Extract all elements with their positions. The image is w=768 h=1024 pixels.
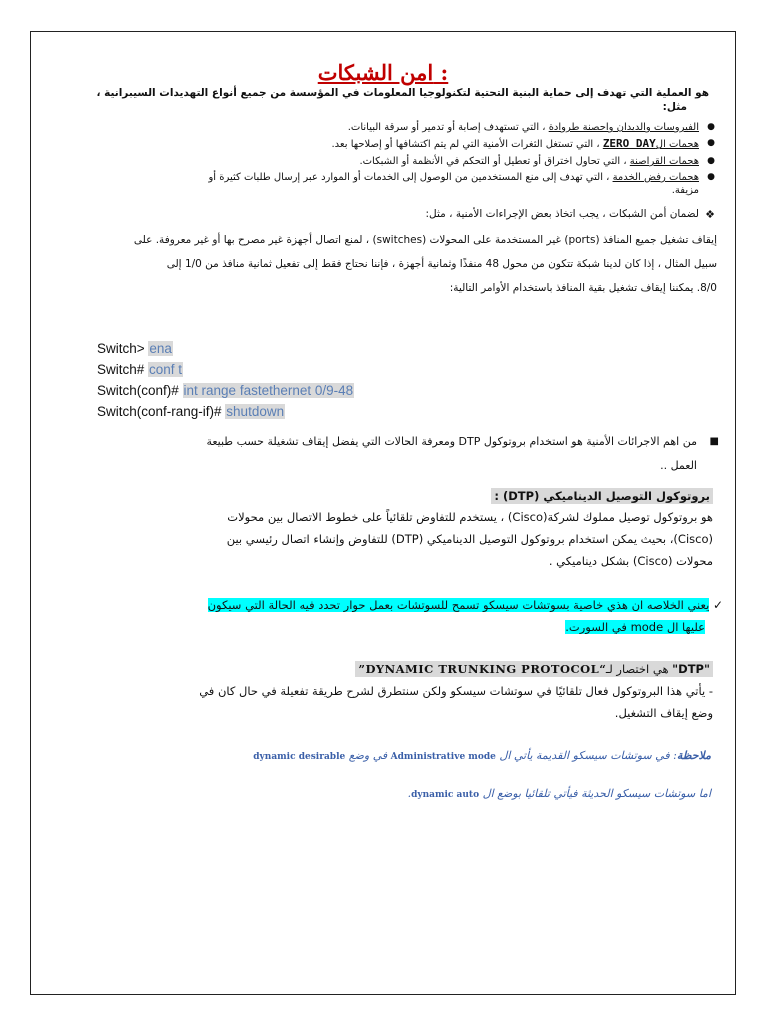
threat-item: ● الفيروسات والديدان واحصنة طروادة ، التي تستهدف إصابة أو تدمير أو سرقة البيانات. <box>347 122 715 133</box>
bullet-dot-icon: ● <box>707 138 715 148</box>
dtp-heading: بروتوكول التوصيل الديناميكي (DTP) : <box>53 485 713 507</box>
auto-note: - يأتي هذا البروتوكول فعال تلقائيًا في سوتشات سيسكو ولكن سنتطرق لشرح طريقة تفعيلة في حال كان في وضع إيقاف التشغيل. <box>199 684 713 720</box>
document-page <box>30 31 736 995</box>
measures-intro: ❖ لضمان أمن الشبكات ، يجب اتخاذ بعض الإجراءات الأمنية ، مثل: <box>425 208 715 221</box>
command-line: Switch(conf-rang-if)# shutdown <box>97 404 285 419</box>
intro-paragraph: هو العملية التي تهدف إلى حماية البنية التحتية لتكنولوجيا المعلومات في المؤسسة من جميع أنواع التهديدات السيبرانية ، مثل: <box>96 87 709 113</box>
handwritten-note-2: اما سوتشات سيسكو الحديثة فيأتي تلقائيا بوضع ال dynamic auto. <box>407 787 711 800</box>
ports-paragraph: إيقاف تشغيل جميع المنافذ (ports) غير المستخدمة على المحولات (switches) ، لمنع اتصال أجهزة غير مصرح بها أو غير معروفة. على سبيل المثال ، إذا كان لدينا شبكة تتكون من محول 48 منفذًا وثمانية أجهزة ، فإننا نحتاج فقط إلى تفعيل ثمانية منافذ من 1/0 إلى 8/0. يمكننا إيقاف تشغيل بقية المنافذ باستخدام الأوامر التالية: <box>133 234 717 294</box>
diamond-bullet-icon: ❖ <box>705 208 715 221</box>
bullet-dot-icon: ● <box>707 172 715 182</box>
dtp-bullet: ■ من اهم الاجرائات الأمنية هو استخدام بروتوكول DTP ومعرفة الحالات التي يفضل إيقاف تشغيلة حسب طبيعة العمل .. <box>53 430 713 478</box>
page-title: امن الشبكات : <box>317 60 449 85</box>
threat-item: ● هجمات الZERO DAY ، التي تستغل الثغرات الأمنية التي لم يتم اكتشافها أو إصلاحها بعد. <box>331 137 715 150</box>
dtp-description: هو بروتوكول توصيل مملوك لشركة(Cisco) ، يستخدم للتفاوض تلقائياً على خطوط الاتصال بين محولات (Cisco)، بحيث يمكن استخدام بروتوكول التوصيل الديناميكي (DTP) للتفاوض وإنشاء اتصال رئيسي بين محولات (Cisco) بشكل ديناميكي . <box>226 510 713 568</box>
threat-item: ● هجمات القراصنة ، التي تحاول اختراق أو تعطيل أو التحكم في الأنظمة أو الشبكات. <box>359 156 715 167</box>
command-line: Switch> ena <box>97 341 172 356</box>
bullet-dot-icon: ● <box>707 156 715 166</box>
checkmark-icon: ✓ <box>712 598 723 612</box>
square-bullet-icon: ■ <box>709 436 719 447</box>
command-block <box>97 338 354 422</box>
summary-note: ✓ يعني الخلاصه ان هذي خاصية بسوتشات سيسكو تسمح للسوتشات بعمل حوار تحدد فيه الحالة التي سيكون عليها ال mode في السورت. <box>207 598 723 634</box>
threat-item: ● هجمات رفض الخدمة ، التي تهدف إلى منع المستخدمين من الوصول إلى الخدمات أو الموارد عبر إرسال طلبات كثيرة أو مزيفة. <box>208 172 715 196</box>
command-line: Switch# conf t <box>97 362 183 377</box>
handwritten-note-1: ملاحظة: في سوتشات سيسكو القديمة يأتي ال Administrative mode في وضع dynamic desirable <box>253 749 711 762</box>
command-line: Switch(conf)# int range fastethernet 0/9-48 <box>97 383 354 398</box>
dtp-abbreviation: "DTP" هي اختصار لـ“DYNAMIC TRUNKING PROTOCOL” <box>53 658 713 680</box>
bullet-dot-icon: ● <box>707 122 715 132</box>
